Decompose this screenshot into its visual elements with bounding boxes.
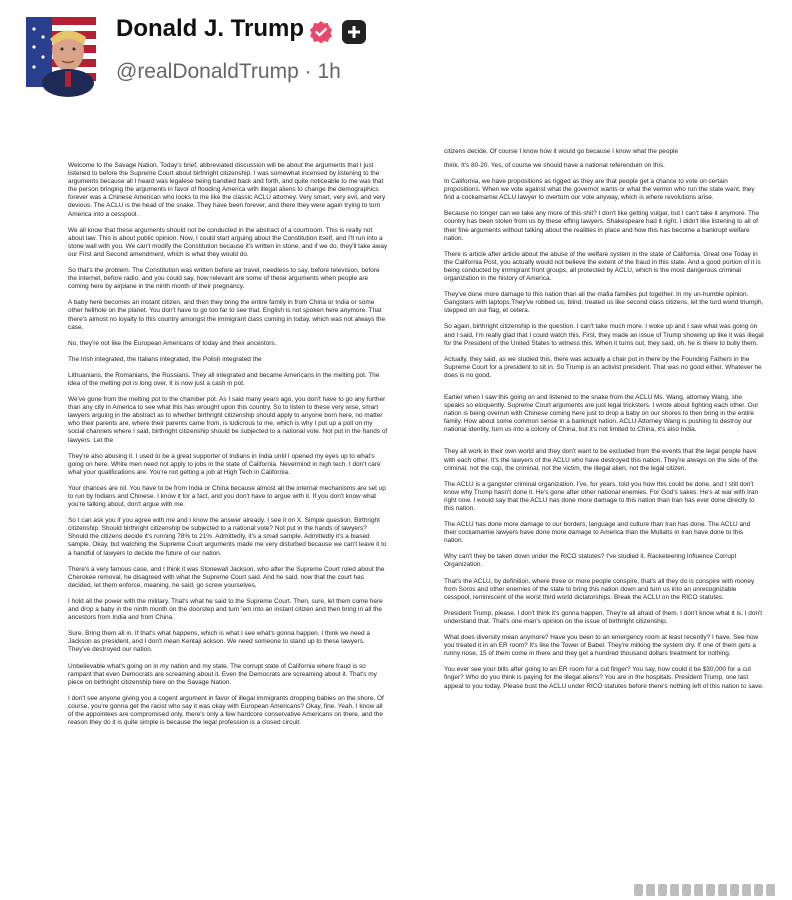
- document-paragraph: So that's the problem. The Constitution was written before air travel, needless to say, before television, before the internet, before radio, and you could say, how relevant are some of these arguments when people are coming here by airplane in the ninth month of their pregnancy.: [68, 267, 380, 291]
- verified-badge-icon: [309, 20, 333, 44]
- separator: ·: [298, 60, 318, 83]
- watermark-icon: [634, 884, 775, 896]
- document-paragraph: I don't see anyone giving you a cogent argument in favor of illegal immigrants dropping babies on the shore. Of course, you're gonna get the racist who say it was okay with European Americans? Okay, fine. Yeah, I know all of the appointees are compromised only, there's only a few hardcore conservative Americans on there, and the reason they do it is quite simple is because the legal profession is a closed circuit.: [68, 694, 384, 727]
- document-paragraph: No, they're not like the European Americans of today and their ancestors.: [68, 339, 277, 347]
- document-paragraph: Your chances are nil. You have to be from India or China because almost all the internal mechanisms are set up to run by Indians and Chinese. I know it for a fact, and you don't have to argue with it. If you don't know what you're talking about, don't argue with me.: [68, 484, 386, 509]
- post-header: [0, 0, 792, 100]
- document-paragraph: President Trump, please. I don't think it's gonna happen. They're all afraid of them. I don't know what it is. I don't understand that. That's one man's opinion on the issue of birthright citizenship.: [444, 609, 763, 625]
- document-paragraph: There's a very famous case, and I think it was Stonewall Jackson, who after the Supreme Court ruled about the Cherokee removal, he disagreed with what the Supreme Court said. And he said, now that the court has decided, let them enforce, meaning, he said, go screw yourselves.: [68, 565, 385, 589]
- handle-row: [116, 60, 341, 84]
- document-paragraph: They all work in their own world and they don't want to be excluded from the events that the legal people have with each other. It's the lawyers of the ACLU who have destroyed this nation. They're always on the side of the criminal, not the cop, the criminal, not the victim, the illegal alien, not the legal citizen.: [444, 448, 758, 472]
- attached-document-image[interactable]: [40, 148, 775, 900]
- plus-square-icon[interactable]: [342, 20, 366, 44]
- document-paragraph: You ever see your bills after going to an ER room for a cut finger? You say, how could it be $30,000 for a cut finger? Who do you think is paying for the illegal aliens? You are in the hospitals. President Trump, one last appeal to you today. Please bust the ACLU under RICO statutes before there's nothing left of this nation to save.: [444, 666, 764, 690]
- document-paragraph: We all know that these arguments should not be conducted in the abstract of a courtroom. This is really not about law. This is about public opinion. Now, I could start arguing about the Constitution itself, and I'll run into a stone wall with you. We can't modify the Constitution because it's written in stone, and if we do, they'll take away our First and Second amendment, which is what they would do.: [68, 226, 388, 258]
- document-paragraph: Earlier when I saw this going on and listened to the snake from the ACLU Ms. Wang, attorney Wang, she speaks so eloquently. Supreme Court arguments are just legal tricksters. I wrote about fighting each other. Our nation is being overrun with Chinese coming here just to drop a baby on our shores to then bring in the entire family. How about some common sense in a bankrupt nation. ACLU Attorney Wang is pushing to destroy our national identity, turn us into a colony of China, but it's not limited to China, it's also India.: [444, 393, 759, 434]
- document-paragraph: Unbelievable what's going on in my nation and my state. The corrupt state of California where fraud is so rampant that even Democrats are screaming about it. Even the Democrats are screaming about it. That's my piece on birthright citizenship here on the Savage Nation.: [68, 662, 377, 686]
- document-paragraph: They're also abusing it. I used to be a great supporter of Indians in India until I opened my eyes up to what's going on here. White men need not apply to jobs in the state of California. Nevermind in high tech. I don't care what your qualifications are. You're not getting a job at High Tech in California.: [68, 452, 381, 476]
- display-name[interactable]: Donald J. Trump: [116, 15, 305, 42]
- document-paragraph: Because no longer can we take any more of this shit? I don't like getting vulgar, but I can't take it anymore. The country has been stolen from us by these effing lawyers. Shakespeare had it right. I didn't like listening to all of their fine arguments without talking about the realities in place and how this has become a bankrupt welfare nation.: [444, 210, 760, 242]
- document-paragraph: They've done more damage to this nation than all the mafia families put together. In my un-humble opinion. Gangsters with laptops.They've robbed us, blind, treated us like second class citizens, let the turd world triumph, stepped on our flag, et cetera.: [444, 291, 764, 315]
- post-time: 1h: [317, 60, 341, 83]
- document-right-column: [444, 162, 764, 699]
- document-paragraph: In California, we have propositions as rigged as they are that people get a chance to vote on certain propositions. When we vote against what the governor wants or what the vermin who run the state want, they find a cockamamie ACLU lawyer to overturn our vote anyway, which is where revolutions arise.: [444, 178, 755, 202]
- avatar-flag-portrait-icon: [26, 17, 96, 87]
- document-paragraph: So I can ask you if you agree with me and I know the answer already. I see it on X. Simple question. Birthright citizenship. Should birthright citizenship be subjected to a national vote? Not put in the hands of lawyers? Should the citizens decide it's running 78% to 21%. Admittedly, it's a small sample. Admittedly it's a biased sample. Okay, but watching the Supreme Court arguments made me very disturbed because we can't leave it to a handful of lawyers to decide the future of our nation.: [68, 517, 387, 557]
- document-paragraph: That's the ACLU, by definition, where three or more people conspire, that's all they do is conspire with money from Soros and other enemies of the state to bring this nation down and turn us into an unrecognizable cesspool, reminiscent of the worst third world dictatorships. Break the ACLU on the RICO statutes.: [444, 577, 755, 601]
- document-paragraph: think. It's 80-20. Yes, of course we should have a national referendum on this.: [444, 162, 665, 169]
- document-left-column: [68, 162, 388, 735]
- document-paragraph: The Irish integrated, the Italians integrated, the Polish integrated the: [68, 355, 262, 363]
- profile-avatar[interactable]: [26, 17, 96, 87]
- user-handle[interactable]: @realDonaldTrump: [116, 60, 299, 83]
- document-paragraph: Why can't they be taken down under the RICO statutes? I've studied it. Racketeering Influence Corrupt Organization.: [444, 553, 737, 569]
- document-paragraph: So again, birthright citizenship is the question. I can't take much more. I woke up and I saw what was going on and I said, I'm really glad that I could watch this. First, they made an issue of Trump showing up like it was illegal for the President of the United States to witness this. When it turns out, they said, oh, he is there to bully them.: [444, 323, 764, 347]
- document-paragraph: Sure. Bring them all in. If that's what happens, which is what I see what's gonna happen. I think we need a Jackson as president, and I don't mean Kentaji ackson. We need someone to stand up to these lawyers. They've destroyed our nation.: [68, 630, 370, 654]
- document-paragraph: There is article after article about the abuse of the welfare system in the state of California. Great one Today in the California Post, you actually would not believe the extent of the fraud in this state. And a good portion of it is being conducted by immigrant front groups, all protected by ACLU, which is the most dangerous criminal organization in the history of America.: [444, 250, 761, 283]
- document-paragraph: Lithuanians, the Romanians, the Russians. They all integrated and became Americans in the melting pot. The idea of the melting pot is long over. It is now just a cash in pot.: [68, 371, 380, 387]
- document-paragraph: Welcome to the Savage Nation. Today's brief, abbreviated discussion will be about the arguments that I just listened to before the Supreme Court about birthright citizenship. I was somewhat incensed by listening to the arguments because all I heard was legalese being bandied back and forth, and quite noticeable to me was that the person bringing the arguments in favor of flooding America with illegal aliens to change the demographics forever was a Chinese American who looks to me like the classic ACLU attorney. Very smart, very evil, and very devious. The ACLU is the head of the snake. They have been forever, and there they were again trying to turn America into a cesspool.: [68, 162, 386, 218]
- document-paragraph: I hold all the power with the military. That's what he said to the Supreme Court. Then, sure, let them come here and drop a baby in the ninth month on the doorstep and turn 'em into an instant citizen and then bring in all the ancestors from India and from China.: [68, 597, 383, 622]
- document-paragraph: What does diversity mean anymore? Have you been to an emergency room at least recently? I have. See how you treated it in an ER room? It's like the Tower of Babel. They're milking the system dry. If one of them gets a runny nose, 15 of them come in there and they get a hundred thousand dollars treatment for nothing.: [444, 634, 759, 658]
- document-cut-line: citizens decide. Of course I know how it would go because I know what the people: [444, 148, 679, 155]
- document-paragraph: A baby here becomes an instant citizen, and then they bring the entire family in from China or India or some other hellhole on the planet. You don't have to go too far to see that. English is not spoken here anymore. That there's almost no loyalty to this country amongst the immigrant class coming in today, which was not always the case.: [68, 299, 386, 331]
- document-paragraph: The ACLU has done more damage to our borders, language and culture than Iran has done. The ACLU and their cockamamie lawyers have done more damage to America than the Mullahs in Iran have done to this nation.: [444, 521, 751, 545]
- cut-off-line: [444, 148, 764, 158]
- document-paragraph: Actually, they said, as we studied this, there was actually a chair put in there by the Founding Fathers in the Supreme Court for a president to sit in. So Trump is an activist president. That was no good either. Whatever he does is no good.: [444, 355, 762, 379]
- document-paragraph: We've gone from the melting pot to the chamber pot. As I said many years ago, you don't have to go any further than any city in America to see what this has wrought upon this country. So to listen to these very wise, smart lawyers arguing in the abstract as to whether birthright citizenship should apply to anyone born here, no matter who their parents are, where their parents came from, is ludicrous to me, which is why I put up a poll on my social channels where I said, birthright citizenship should be subjected to a national vote. Not put in the hands of lawyers. Let the: [68, 396, 388, 444]
- document-paragraph: The ACLU is a gangster criminal organization. I've, for years, told you how this could be done, and I still don't know why Trump hasn't done it. He's gone after other national enemies. For God's sakes. He's at war with Iran right now. I would say that the ACLU has done more damage to this nation than Iran has ever done directly to this nation.: [444, 480, 759, 512]
